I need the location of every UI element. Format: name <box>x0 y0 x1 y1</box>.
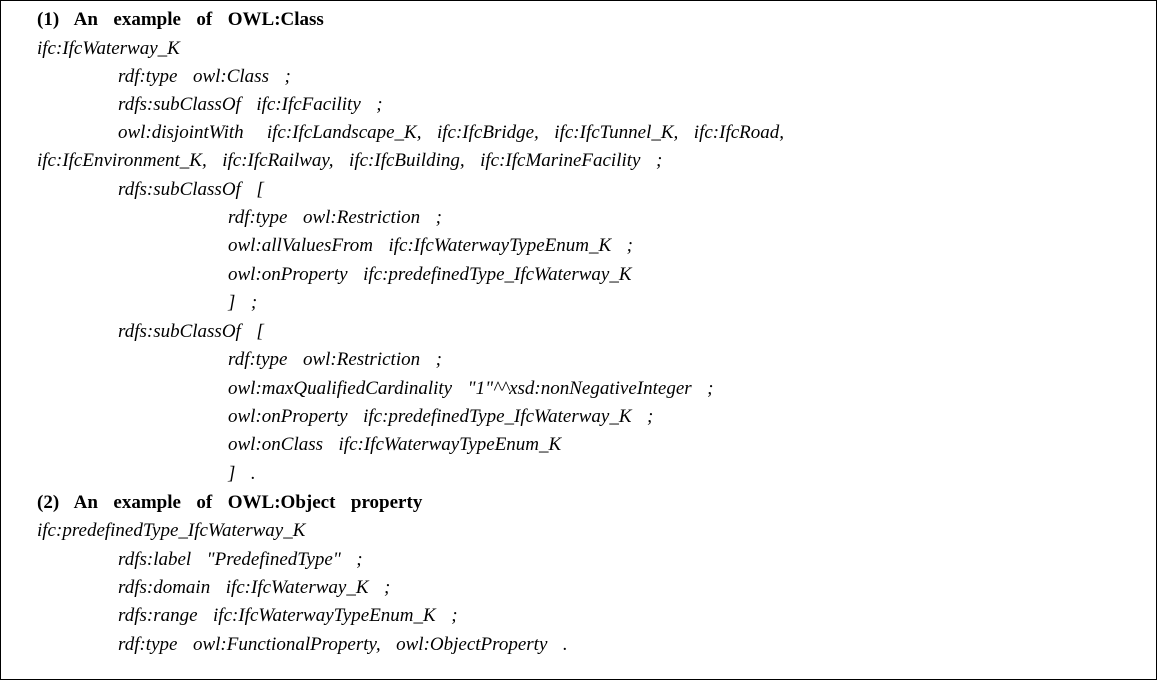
restriction-2-open-line: rdfs:subClassOf [ <box>118 321 264 342</box>
restriction-2-onclass-line: owl:onClass ifc:IfcWaterwayTypeEnum_K <box>228 434 562 455</box>
section-2-heading: (2) An example of OWL:Object property <box>37 492 423 513</box>
property-domain-line: rdfs:domain ifc:IfcWaterway_K ; <box>118 577 391 598</box>
class-type-line: rdf:type owl:Class ; <box>118 66 291 87</box>
restriction-2-close-line: ] . <box>228 463 256 484</box>
class-subclass-line: rdfs:subClassOf ifc:IfcFacility ; <box>118 94 383 115</box>
class-disjoint-line: owl:disjointWith ifc:IfcLandscape_K, ifc:IfcBridge, ifc:IfcTunnel_K, ifc:IfcRoad, <box>118 122 785 143</box>
restriction-2-cardinality-line: owl:maxQualifiedCardinality "1"^^xsd:nonNegativeInteger ; <box>228 378 714 399</box>
property-label-line: rdfs:label "PredefinedType" ; <box>118 549 363 570</box>
restriction-2-type-line: rdf:type owl:Restriction ; <box>228 349 442 370</box>
class-disjoint-continuation-line: ifc:IfcEnvironment_K, ifc:IfcRailway, ifc:IfcBuilding, ifc:IfcMarineFacility ; <box>37 150 663 171</box>
restriction-2-onproperty-line: owl:onProperty ifc:predefinedType_IfcWaterway_K ; <box>228 406 654 427</box>
restriction-1-onproperty-line: owl:onProperty ifc:predefinedType_IfcWaterway_K <box>228 264 632 285</box>
property-subject-line: ifc:predefinedType_IfcWaterway_K <box>37 520 306 541</box>
section-1-heading: (1) An example of OWL:Class <box>37 9 324 30</box>
restriction-1-open-line: rdfs:subClassOf [ <box>118 179 264 200</box>
class-subject-line: ifc:IfcWaterway_K <box>37 38 180 59</box>
property-range-line: rdfs:range ifc:IfcWaterwayTypeEnum_K ; <box>118 605 458 626</box>
restriction-1-close-line: ] ; <box>228 292 258 313</box>
restriction-1-allvalues-line: owl:allValuesFrom ifc:IfcWaterwayTypeEnum_K ; <box>228 235 633 256</box>
property-type-line: rdf:type owl:FunctionalProperty, owl:ObjectProperty . <box>118 634 568 655</box>
restriction-1-type-line: rdf:type owl:Restriction ; <box>228 207 442 228</box>
